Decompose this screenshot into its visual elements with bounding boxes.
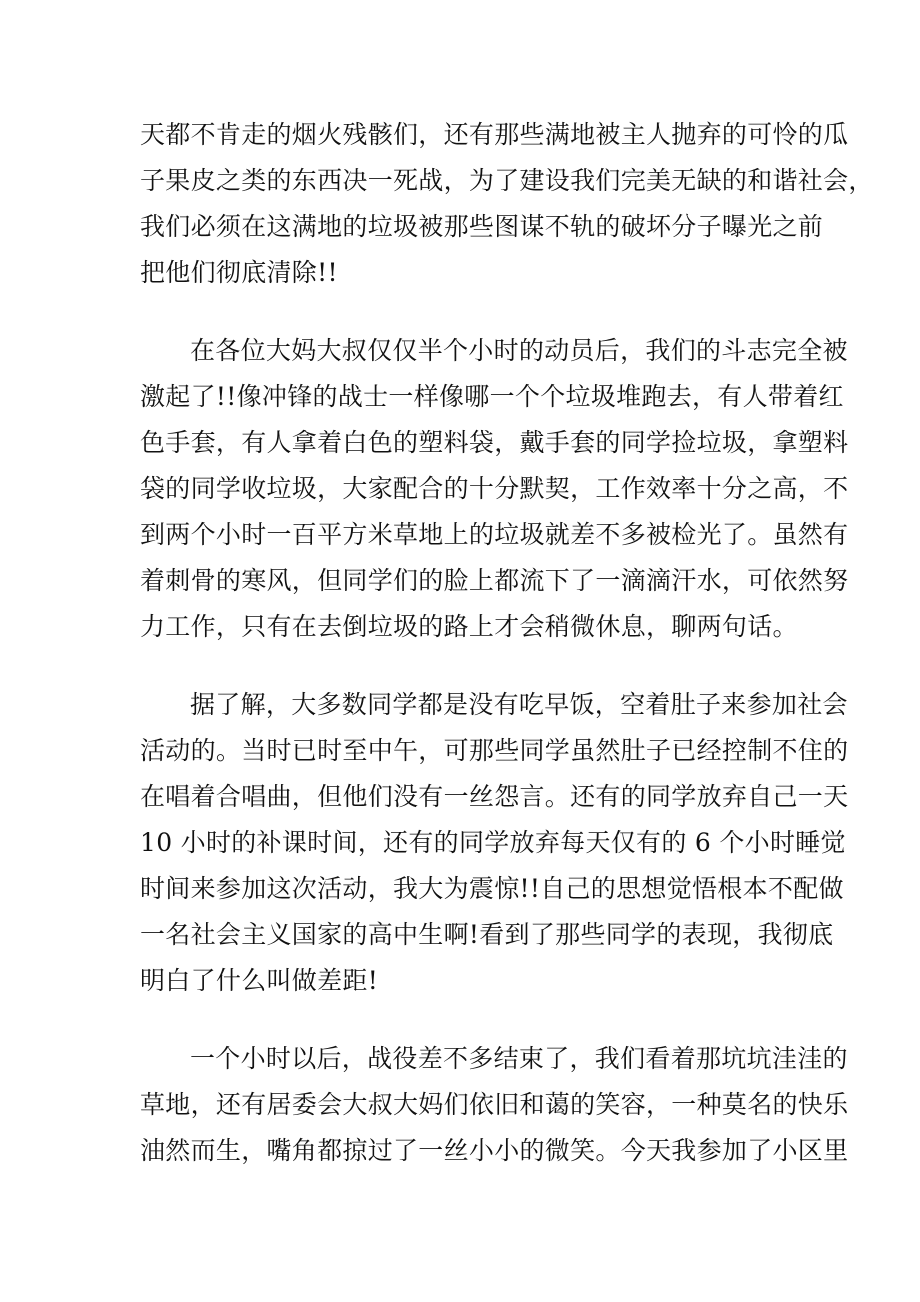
text-line: 在各位大妈大叔仅仅半个小时的动员后，我们的斗志完全被 xyxy=(190,336,848,365)
text-line: 着刺骨的寒风，但同学们的脸上都流下了一滴滴汗水，可依然努 xyxy=(140,566,849,595)
text-line: 我们必须在这满地的垃圾被那些图谋不轨的破坏分子曝光之前 xyxy=(140,212,824,241)
text-line: 一名社会主义国家的高中生啊!看到了那些同学的表现，我彻底 xyxy=(140,920,834,949)
text-line: 激起了!!像冲锋的战士一样像哪一个个垃圾堆跑去，有人带着红 xyxy=(140,382,844,411)
text-line: 活动的。当时已时至中午，可那些同学虽然肚子已经控制不住的 xyxy=(140,736,849,765)
text-line: 据了解，大多数同学都是没有吃早饭，空着肚子来参加社会 xyxy=(190,690,848,719)
text-line: 把他们彻底清除!! xyxy=(140,258,338,287)
text-line: 一个小时以后，战役差不多结束了，我们看着那坑坑洼洼的 xyxy=(190,1044,848,1073)
text-line: 10 小时的补课时间，还有的同学放弃每天仅有的 6 个小时睡觉 xyxy=(140,828,846,857)
text-line: 草地，还有居委会大叔大妈们依旧和蔼的笑容，一种莫名的快乐 xyxy=(140,1090,849,1119)
text-line: 天都不肯走的烟火残骸们，还有那些满地被主人抛弃的可怜的瓜 xyxy=(140,120,849,149)
text-line: 油然而生，嘴角都掠过了一丝小小的微笑。今天我参加了小区里 xyxy=(140,1136,849,1165)
text-line: 子果皮之类的东西决一死战，为了建设我们完美无缺的和谐社会， xyxy=(140,166,874,195)
paragraph-3 xyxy=(140,682,849,1004)
paragraph-gap xyxy=(140,296,800,328)
document-body xyxy=(140,112,874,1174)
text-line: 力工作，只有在去倒垃圾的路上才会稍微休息，聊两句话。 xyxy=(140,612,798,641)
paragraph-2 xyxy=(140,328,849,650)
text-line: 时间来参加这次活动，我大为震惊!!自己的思想觉悟根本不配做 xyxy=(140,874,844,903)
text-line: 明白了什么叫做差距! xyxy=(140,966,379,995)
paragraph-4 xyxy=(140,1036,849,1174)
text-line: 袋的同学收垃圾，大家配合的十分默契，工作效率十分之高，不 xyxy=(140,474,849,503)
text-line: 色手套，有人拿着白色的塑料袋，戴手套的同学捡垃圾，拿塑料 xyxy=(140,428,849,457)
text-line: 在唱着合唱曲，但他们没有一丝怨言。还有的同学放弃自己一天 xyxy=(140,782,849,811)
paragraph-gap xyxy=(140,650,800,682)
text-line: 到两个小时一百平方米草地上的垃圾就差不多被检光了。虽然有 xyxy=(140,520,849,549)
paragraph-1 xyxy=(140,112,874,296)
paragraph-gap xyxy=(140,1004,800,1036)
